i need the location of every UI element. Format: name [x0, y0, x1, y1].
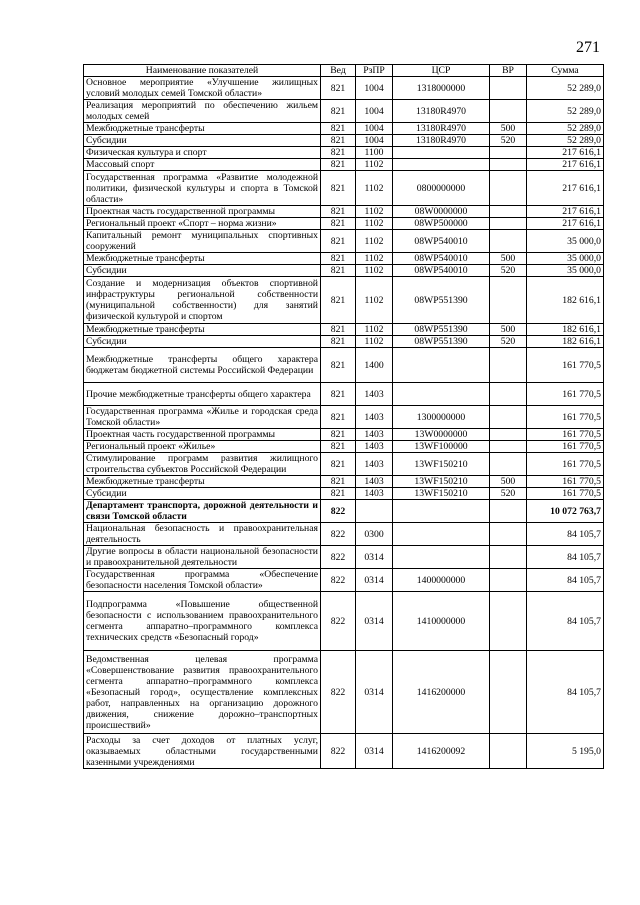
cell-csr: 08WP540010: [393, 265, 490, 277]
cell-vr: [490, 569, 527, 592]
cell-sum: 161 770,5: [527, 453, 604, 476]
cell-csr: 08WP540010: [393, 253, 490, 265]
header-sum: Сумма: [527, 65, 604, 77]
cell-sum: 52 289,0: [527, 77, 604, 100]
cell-ved: 821: [321, 441, 356, 453]
cell-vr: [490, 734, 527, 769]
table-row: [84, 500, 604, 523]
cell-vr: [490, 406, 527, 429]
cell-csr: [393, 348, 490, 383]
cell-csr: 08WP551390: [393, 277, 490, 324]
cell-vr: [490, 147, 527, 159]
cell-ved: 822: [321, 651, 356, 734]
cell-name: Субсидии: [84, 336, 321, 348]
table-row: [84, 406, 604, 429]
table-row: [84, 171, 604, 206]
cell-ved: 822: [321, 523, 356, 546]
cell-rzpr: 1403: [356, 453, 393, 476]
table-row: [84, 476, 604, 488]
cell-ved: 822: [321, 569, 356, 592]
cell-vr: [490, 159, 527, 171]
cell-csr: 08WP540010: [393, 230, 490, 253]
cell-vr: 520: [490, 336, 527, 348]
cell-vr: [490, 546, 527, 569]
cell-csr: 1410000000: [393, 592, 490, 651]
cell-name: Межбюджетные трансферты: [84, 123, 321, 135]
cell-rzpr: 1102: [356, 253, 393, 265]
cell-rzpr: 1403: [356, 488, 393, 500]
cell-sum: 84 105,7: [527, 546, 604, 569]
cell-csr: 13WF150210: [393, 488, 490, 500]
cell-sum: 217 616,1: [527, 171, 604, 206]
cell-rzpr: 1004: [356, 100, 393, 123]
cell-rzpr: 1004: [356, 123, 393, 135]
cell-rzpr: 0314: [356, 592, 393, 651]
cell-vr: [490, 230, 527, 253]
cell-sum: 161 770,5: [527, 476, 604, 488]
table-row: [84, 383, 604, 406]
cell-ved: 822: [321, 592, 356, 651]
cell-sum: 161 770,5: [527, 348, 604, 383]
cell-rzpr: 1004: [356, 135, 393, 147]
table-row: [84, 592, 604, 651]
cell-csr: 08W0000000: [393, 206, 490, 218]
cell-vr: [490, 277, 527, 324]
cell-name: Капитальный ремонт муниципальных спортивных сооружений: [84, 230, 321, 253]
cell-ved: 821: [321, 206, 356, 218]
table-row: [84, 100, 604, 123]
cell-vr: [490, 383, 527, 406]
cell-csr: 13WF150210: [393, 476, 490, 488]
cell-sum: 161 770,5: [527, 406, 604, 429]
cell-rzpr: 1102: [356, 277, 393, 324]
cell-rzpr: 1102: [356, 336, 393, 348]
cell-ved: 822: [321, 546, 356, 569]
cell-csr: 1400000000: [393, 569, 490, 592]
table-row: [84, 324, 604, 336]
cell-sum: 5 195,0: [527, 734, 604, 769]
cell-name: Региональный проект «Жилье»: [84, 441, 321, 453]
cell-name: Реализация мероприятий по обеспечению жильем молодых семей: [84, 100, 321, 123]
cell-sum: 84 105,7: [527, 523, 604, 546]
cell-rzpr: 1403: [356, 476, 393, 488]
cell-vr: [490, 592, 527, 651]
cell-csr: 08WP551390: [393, 336, 490, 348]
cell-vr: [490, 171, 527, 206]
cell-name: Национальная безопасность и правоохранительная деятельность: [84, 523, 321, 546]
cell-sum: 52 289,0: [527, 123, 604, 135]
table-row: [84, 253, 604, 265]
cell-csr: [393, 159, 490, 171]
cell-rzpr: [356, 500, 393, 523]
table-row: [84, 277, 604, 324]
cell-csr: 08WP551390: [393, 324, 490, 336]
cell-ved: 821: [321, 77, 356, 100]
table-row: [84, 441, 604, 453]
cell-sum: 161 770,5: [527, 429, 604, 441]
cell-name: Межбюджетные трансферты: [84, 253, 321, 265]
cell-rzpr: 0314: [356, 651, 393, 734]
cell-sum: 161 770,5: [527, 488, 604, 500]
cell-vr: [490, 348, 527, 383]
cell-name: Региональный проект «Спорт – норма жизни»: [84, 218, 321, 230]
table-row: [84, 569, 604, 592]
cell-rzpr: 0314: [356, 546, 393, 569]
cell-vr: [490, 206, 527, 218]
cell-rzpr: 1102: [356, 265, 393, 277]
budget-table: [83, 64, 604, 769]
cell-vr: 520: [490, 135, 527, 147]
cell-vr: 520: [490, 488, 527, 500]
table-row: [84, 147, 604, 159]
header-csr: ЦСР: [393, 65, 490, 77]
cell-ved: 821: [321, 159, 356, 171]
cell-rzpr: 1004: [356, 77, 393, 100]
cell-vr: [490, 218, 527, 230]
cell-csr: 13WF100000: [393, 441, 490, 453]
cell-name: Подпрограмма «Повышение общественной безопасности с использованием правоохранительного сегмента аппаратно–программного комплекса технических средств «Безопасный город»: [84, 592, 321, 651]
cell-vr: 500: [490, 476, 527, 488]
cell-csr: 13WF150210: [393, 453, 490, 476]
cell-name: Другие вопросы в области национальной безопасности и правоохранительной деятельности: [84, 546, 321, 569]
table-row: [84, 77, 604, 100]
cell-sum: 84 105,7: [527, 592, 604, 651]
cell-csr: 08WP500000: [393, 218, 490, 230]
cell-name: Межбюджетные трансферты общего характера бюджетам бюджетной системы Российской Федерации: [84, 348, 321, 383]
cell-sum: 52 289,0: [527, 135, 604, 147]
cell-name: Проектная часть государственной программы: [84, 206, 321, 218]
cell-sum: 217 616,1: [527, 218, 604, 230]
table-body: [84, 77, 604, 769]
table-row: [84, 546, 604, 569]
table-row: [84, 123, 604, 135]
cell-sum: 217 616,1: [527, 159, 604, 171]
cell-ved: 821: [321, 123, 356, 135]
cell-csr: 1416200092: [393, 734, 490, 769]
cell-sum: 182 616,1: [527, 277, 604, 324]
cell-vr: 500: [490, 123, 527, 135]
cell-csr: 13180R4970: [393, 123, 490, 135]
cell-name: Ведомственная целевая программа «Совершенствование развития правоохранительного сегмента аппаратно–программного комплекса «Безопасный город», осуществление комплексных работ, направленных на организацию дорожного движения, снижение дорожно–транспортных происшествий»: [84, 651, 321, 734]
cell-name: Стимулирование программ развития жилищного строительства субъектов Российской Федерации: [84, 453, 321, 476]
table-row: [84, 734, 604, 769]
cell-ved: 821: [321, 429, 356, 441]
cell-rzpr: 1100: [356, 147, 393, 159]
cell-csr: 13180R4970: [393, 100, 490, 123]
cell-ved: 821: [321, 383, 356, 406]
cell-ved: 821: [321, 348, 356, 383]
cell-name: Создание и модернизация объектов спортивной инфраструктуры региональной собственности (муниципальной собственности) для занятий физической культурой и спортом: [84, 277, 321, 324]
header-ved: Вед: [321, 65, 356, 77]
cell-sum: 52 289,0: [527, 100, 604, 123]
cell-vr: [490, 429, 527, 441]
cell-csr: [393, 147, 490, 159]
cell-name: Прочие межбюджетные трансферты общего характера: [84, 383, 321, 406]
cell-name: Основное мероприятие «Улучшение жилищных условий молодых семей Томской области»: [84, 77, 321, 100]
cell-rzpr: 1102: [356, 171, 393, 206]
cell-vr: [490, 453, 527, 476]
cell-rzpr: 1403: [356, 441, 393, 453]
cell-name: Массовый спорт: [84, 159, 321, 171]
cell-csr: 1318000000: [393, 77, 490, 100]
cell-ved: 821: [321, 171, 356, 206]
cell-vr: 500: [490, 324, 527, 336]
cell-csr: [393, 383, 490, 406]
cell-name: Расходы за счет доходов от платных услуг, оказываемых областными государственными казенными учреждениями: [84, 734, 321, 769]
cell-ved: 821: [321, 488, 356, 500]
cell-name: Департамент транспорта, дорожной деятельности и связи Томской области: [84, 500, 321, 523]
cell-name: Физическая культура и спорт: [84, 147, 321, 159]
cell-ved: 821: [321, 100, 356, 123]
cell-ved: 822: [321, 500, 356, 523]
table-header-row: [84, 65, 604, 77]
cell-ved: 821: [321, 277, 356, 324]
table-row: [84, 488, 604, 500]
table-row: [84, 230, 604, 253]
cell-name: Субсидии: [84, 488, 321, 500]
table-row: [84, 218, 604, 230]
cell-sum: 84 105,7: [527, 651, 604, 734]
cell-vr: [490, 651, 527, 734]
cell-csr: [393, 500, 490, 523]
cell-rzpr: 1403: [356, 383, 393, 406]
cell-sum: 35 000,0: [527, 265, 604, 277]
cell-sum: 10 072 763,7: [527, 500, 604, 523]
cell-vr: [490, 523, 527, 546]
cell-ved: 821: [321, 253, 356, 265]
header-name: Наименование показателей: [84, 65, 321, 77]
cell-ved: 821: [321, 336, 356, 348]
header-vr: ВР: [490, 65, 527, 77]
cell-rzpr: 1403: [356, 406, 393, 429]
cell-vr: 520: [490, 265, 527, 277]
cell-ved: 821: [321, 406, 356, 429]
cell-name: Государственная программа «Развитие молодежной политики, физической культуры и спорта в Томской области»: [84, 171, 321, 206]
cell-rzpr: 1102: [356, 324, 393, 336]
cell-rzpr: 1102: [356, 230, 393, 253]
cell-ved: 821: [321, 135, 356, 147]
cell-csr: 13180R4970: [393, 135, 490, 147]
cell-rzpr: 1102: [356, 218, 393, 230]
cell-name: Субсидии: [84, 265, 321, 277]
cell-sum: 35 000,0: [527, 230, 604, 253]
cell-sum: 84 105,7: [527, 569, 604, 592]
cell-vr: [490, 441, 527, 453]
cell-sum: 182 616,1: [527, 336, 604, 348]
cell-csr: 0800000000: [393, 171, 490, 206]
cell-vr: [490, 500, 527, 523]
table-row: [84, 206, 604, 218]
cell-csr: [393, 523, 490, 546]
cell-sum: 182 616,1: [527, 324, 604, 336]
cell-name: Государственная программа «Обеспечение безопасности населения Томской области»: [84, 569, 321, 592]
cell-vr: [490, 77, 527, 100]
table-row: [84, 265, 604, 277]
cell-rzpr: 0300: [356, 523, 393, 546]
cell-name: Субсидии: [84, 135, 321, 147]
cell-csr: 1416200000: [393, 651, 490, 734]
table-row: [84, 159, 604, 171]
cell-ved: 821: [321, 324, 356, 336]
table-row: [84, 348, 604, 383]
cell-rzpr: 1400: [356, 348, 393, 383]
page-number: 271: [576, 39, 600, 56]
cell-rzpr: 1102: [356, 206, 393, 218]
cell-ved: 821: [321, 230, 356, 253]
cell-vr: [490, 100, 527, 123]
cell-csr: [393, 546, 490, 569]
table-row: [84, 453, 604, 476]
cell-rzpr: 0314: [356, 569, 393, 592]
cell-rzpr: 1403: [356, 429, 393, 441]
table-row: [84, 429, 604, 441]
cell-csr: 13W0000000: [393, 429, 490, 441]
cell-sum: 35 000,0: [527, 253, 604, 265]
cell-ved: 821: [321, 218, 356, 230]
table-row: [84, 523, 604, 546]
cell-name: Проектная часть государственной программы: [84, 429, 321, 441]
header-rzpr: РзПР: [356, 65, 393, 77]
cell-name: Межбюджетные трансферты: [84, 324, 321, 336]
table-row: [84, 651, 604, 734]
cell-ved: 821: [321, 476, 356, 488]
cell-ved: 821: [321, 147, 356, 159]
cell-name: Межбюджетные трансферты: [84, 476, 321, 488]
cell-csr: 1300000000: [393, 406, 490, 429]
cell-rzpr: 0314: [356, 734, 393, 769]
table-row: [84, 336, 604, 348]
cell-vr: 500: [490, 253, 527, 265]
cell-ved: 821: [321, 453, 356, 476]
cell-ved: 821: [321, 265, 356, 277]
cell-rzpr: 1102: [356, 159, 393, 171]
cell-ved: 822: [321, 734, 356, 769]
cell-sum: 161 770,5: [527, 441, 604, 453]
cell-sum: 217 616,1: [527, 206, 604, 218]
cell-name: Государственная программа «Жилье и городская среда Томской области»: [84, 406, 321, 429]
cell-sum: 161 770,5: [527, 383, 604, 406]
cell-sum: 217 616,1: [527, 147, 604, 159]
table-row: [84, 135, 604, 147]
